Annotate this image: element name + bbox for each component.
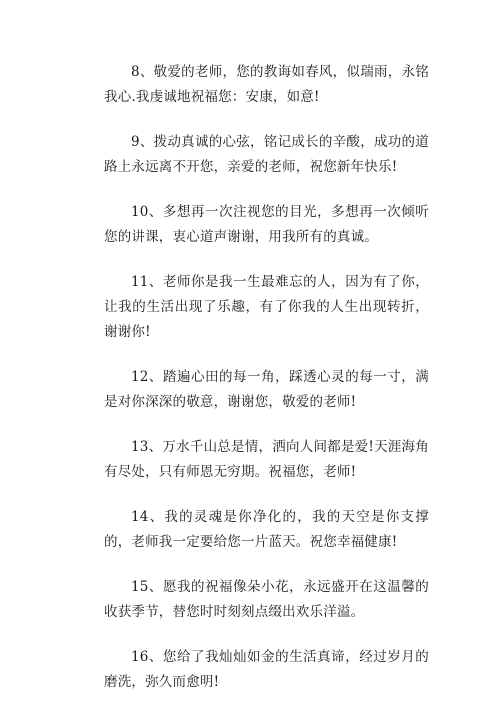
paragraph-16: 16、您给了我灿灿如金的生活真谛，经过岁月的磨洗，弥久而愈明! (104, 649, 429, 690)
paragraph-14: 14、我的灵魂是你净化的，我的天空是你支撑的，老师我一定要给您一片蓝天。祝您幸福健康! (104, 509, 429, 550)
paragraph-10: 10、多想再一次注视您的目光，多想再一次倾听您的讲课，衷心道声谢谢，用我所有的真诚。 (104, 204, 429, 245)
paragraph-9: 9、拨动真诚的心弦，铭记成长的辛酸，成功的道路上永远离不开您，亲爱的老师，祝您新年快乐! (104, 134, 429, 175)
paragraph-12: 12、踏遍心田的每一角，踩透心灵的每一寸，满是对你深深的敬意，谢谢您，敬爱的老师! (104, 369, 429, 410)
paragraph-8: 8、敬爱的老师，您的教诲如春风，似瑞雨，永铭我心.我虔诚地祝福您：安康，如意! (104, 64, 429, 105)
paragraph-13: 13、万水千山总是情，洒向人间都是爱!天涯海角有尽处，只有师恩无穷期。祝福您，老师! (104, 439, 429, 480)
paragraph-15: 15、愿我的祝福像朵小花，永远盛开在这温馨的收获季节，替您时时刻刻点缀出欢乐洋溢。 (104, 579, 429, 620)
paragraph-11: 11、老师你是我一生最难忘的人，因为有了你，让我的生活出现了乐趣，有了你我的人生出现转折，谢谢你! (104, 274, 429, 340)
document-body (104, 60, 429, 715)
